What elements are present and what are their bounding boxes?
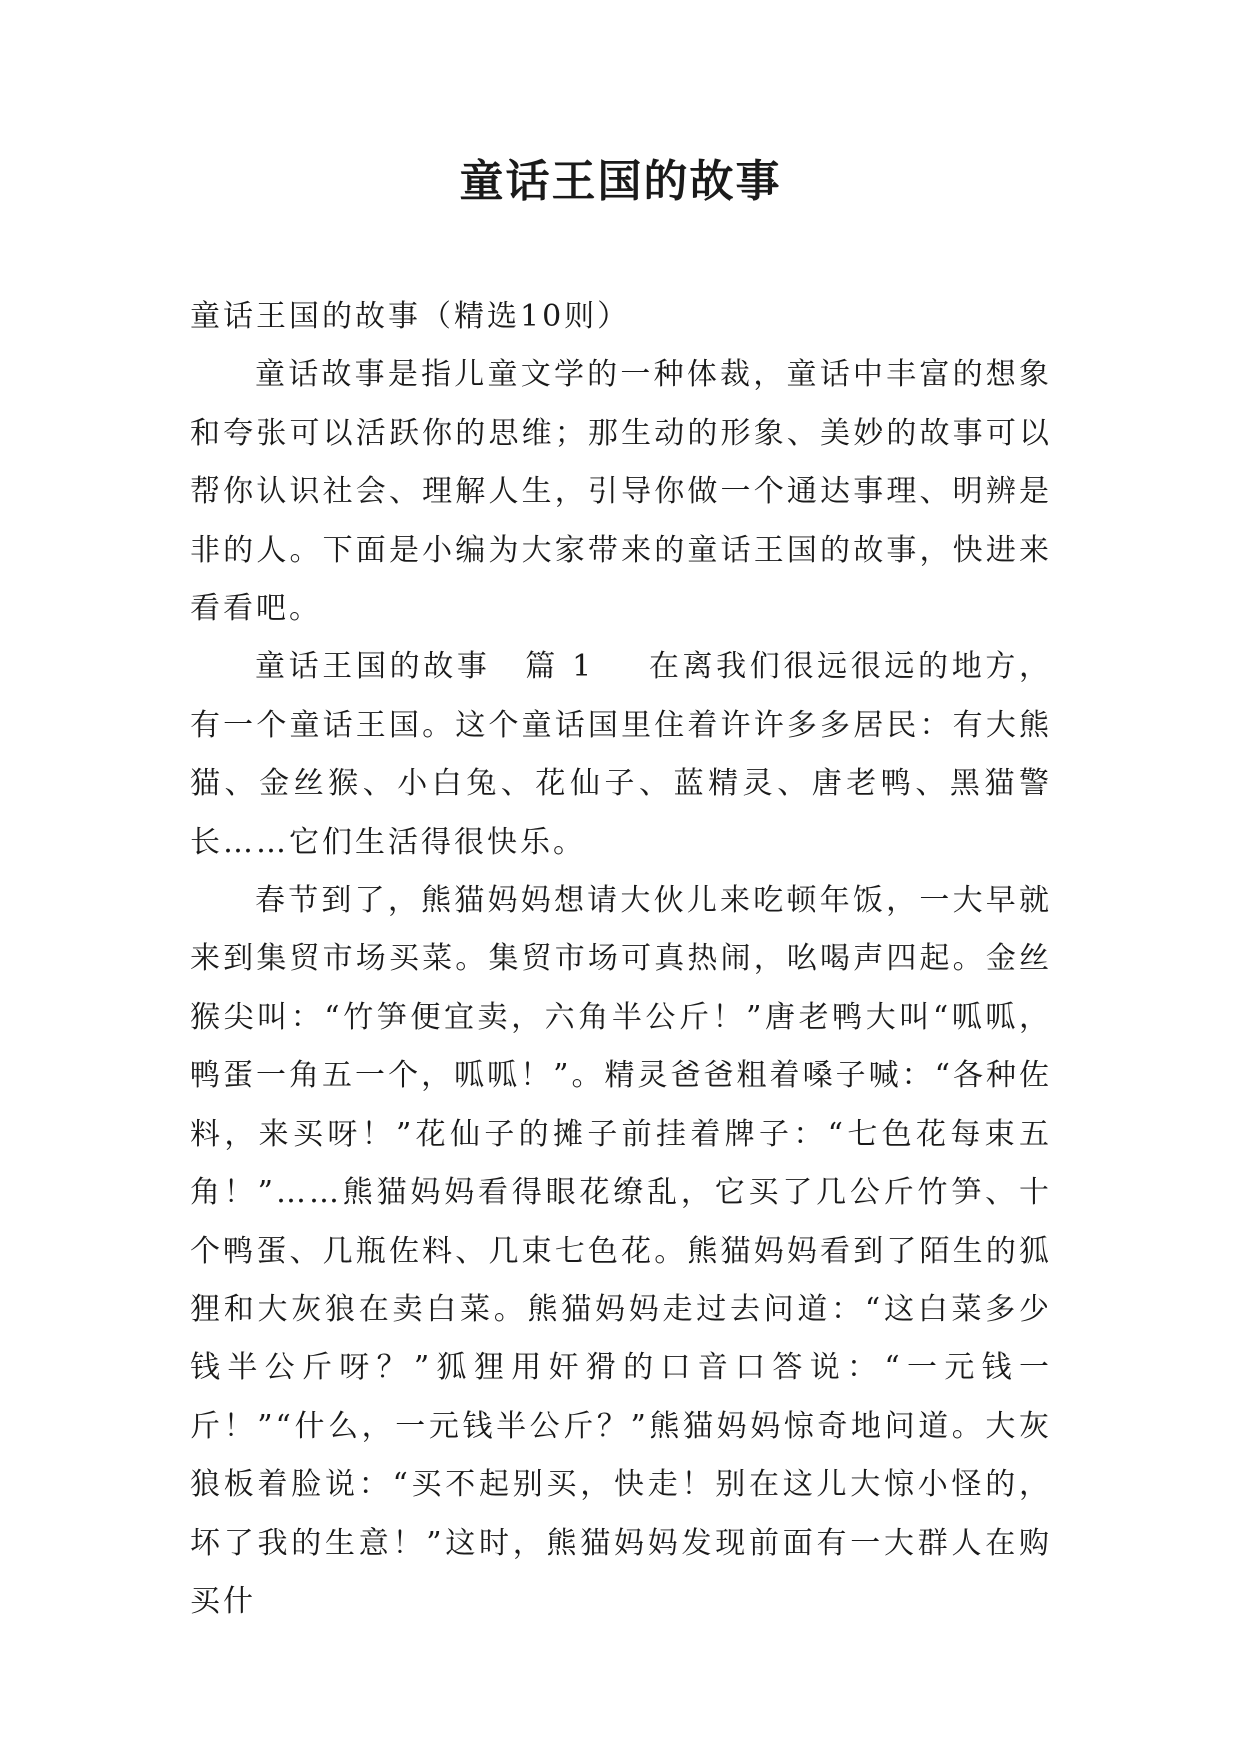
document-body — [190, 288, 1052, 1631]
story-body-paragraph: 春节到了，熊猫妈妈想请大伙儿来吃顿年饭，一大早就来到集贸市场买菜。集贸市场可真热闹，吆喝声四起。金丝猴尖叫：“竹笋便宜卖，六角半公斤！”唐老鸭大叫“呱呱，鸭蛋一角五一个，呱呱！”。精灵爸爸粗着嗓子喊：“各种佐料，来买呀！”花仙子的摊子前挂着牌子：“七色花每束五角！”……熊猫妈妈看得眼花缭乱，它买了几公斤竹笋、十个鸭蛋、几瓶佐料、几束七色花。熊猫妈妈看到了陌生的狐狸和大灰狼在卖白菜。熊猫妈妈走过去问道：“这白菜多少钱半公斤呀？”狐狸用奸猾的口音口答说：“一元钱一斤！”“什么，一元钱半公斤？”熊猫妈妈惊奇地问道。大灰狼板着脸说：“买不起别买，快走！别在这儿大惊小怪的，坏了我的生意！”这时，熊猫妈妈发现前面有一大群人在购买什 — [190, 883, 1052, 1619]
document-subtitle: 童话王国的故事（精选10则） — [190, 299, 631, 334]
section-paragraph — [190, 638, 1052, 872]
intro-paragraph: 童话故事是指儿童文学的一种体裁，童话中丰富的想象和夸张可以活跃你的思维；那生动的形象、美妙的故事可以帮你认识社会、理解人生，引导你做一个通达事理、明辨是非的人。下面是小编为大家带来的童话王国的故事，快进来看看吧。 — [190, 357, 1052, 627]
document-title: 童话王国的故事 — [459, 156, 782, 207]
section-heading: 童话王国的故事 — [255, 649, 491, 685]
story-opening: 在离我们很远很远的地方，有一个童话王国。这个童话国里住着许许多多居民：有大熊猫、金丝猴、小白兔、花仙子、蓝精灵、唐老鸭、黑猫警长……它们生活得很快乐。 — [190, 649, 1053, 860]
section-label: 篇 1 — [524, 649, 595, 685]
